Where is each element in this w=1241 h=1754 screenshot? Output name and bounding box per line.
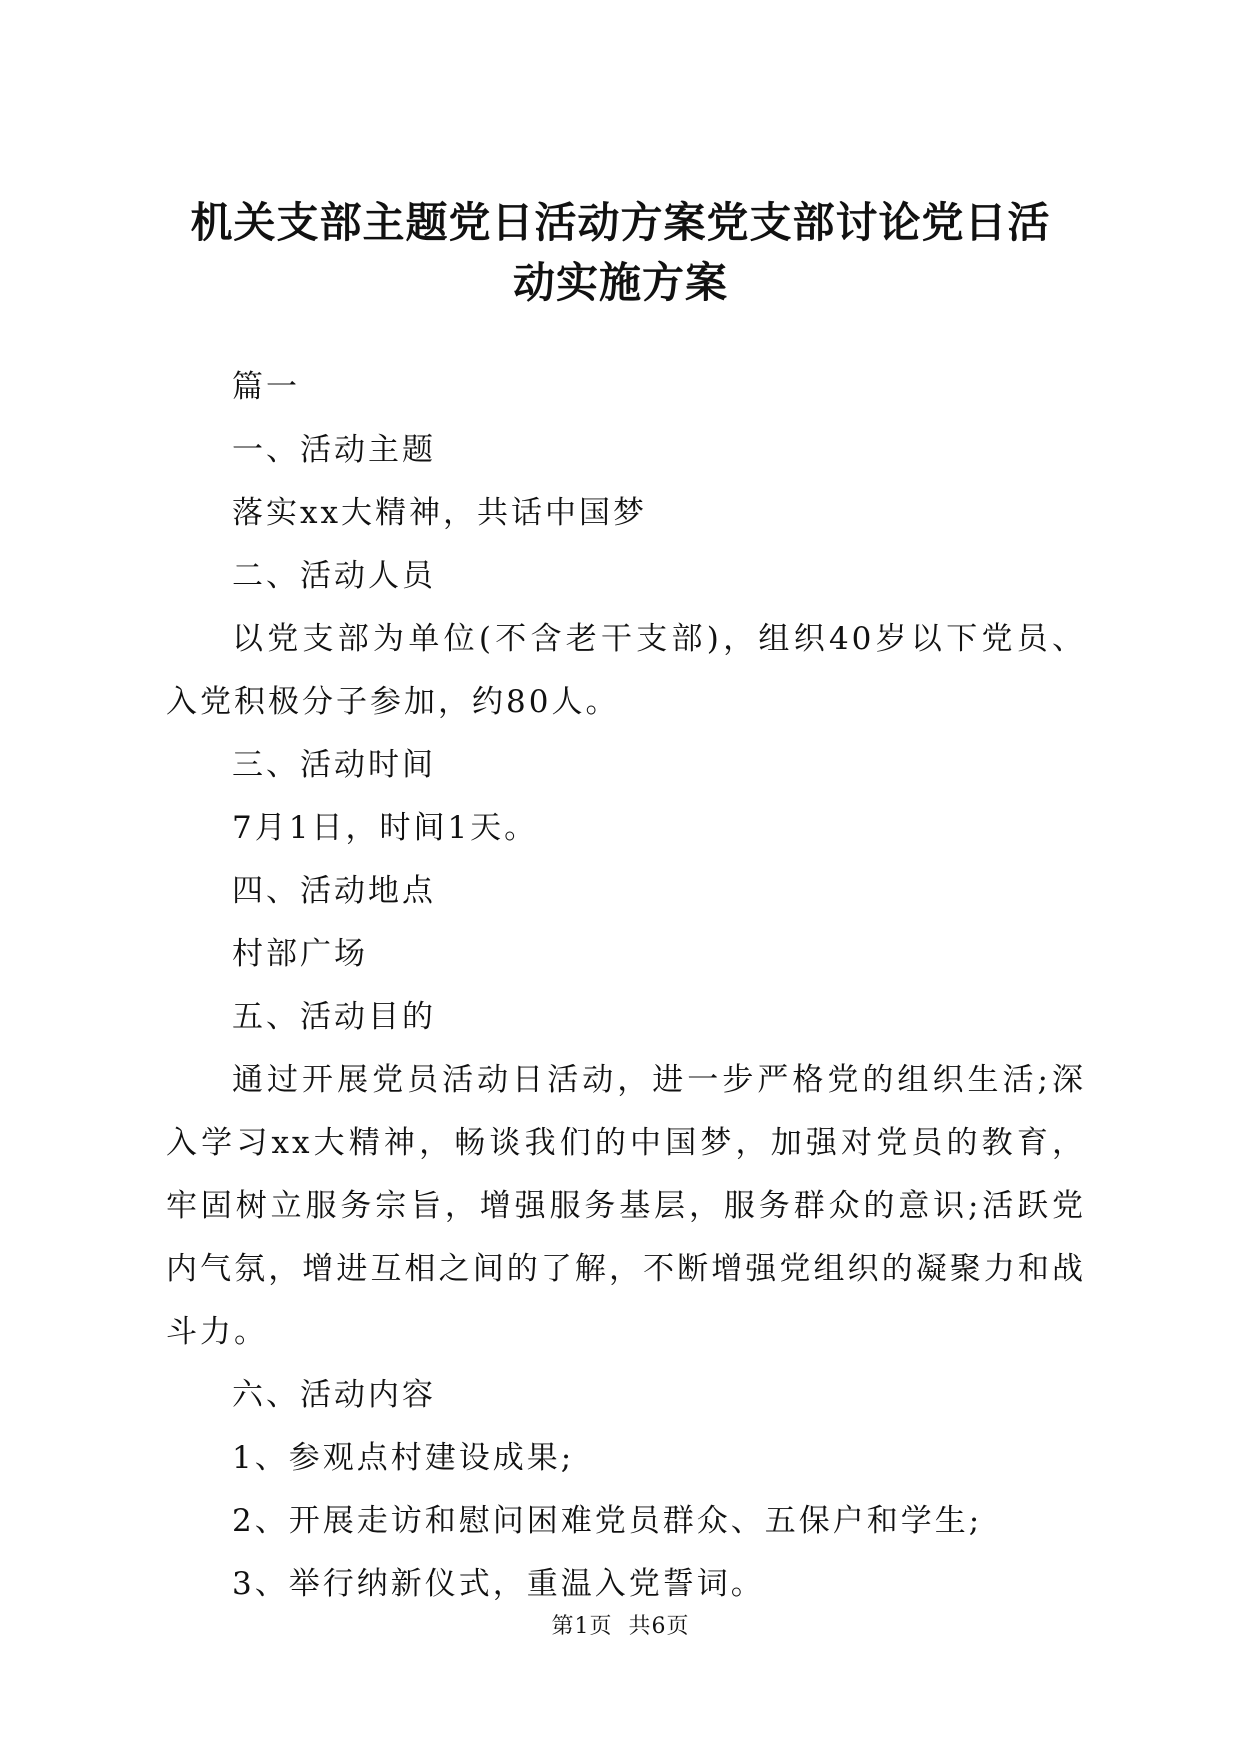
page-current-number: 1 (574, 1614, 590, 1639)
page-total-prefix: 共 (628, 1614, 652, 1639)
paragraph-location: 村部广场 (232, 936, 368, 972)
page-total-number: 6 (651, 1614, 667, 1639)
paragraph-theme: 落实xx大精神，共话中国梦 (232, 495, 647, 531)
document-title-line-1: 机关支部主题党日活动方案党支部讨论党日活 (190, 198, 1051, 247)
heading-activity-theme: 一、活动主题 (232, 432, 436, 468)
list-item-content-3: 3、举行纳新仪式，重温入党誓词。 (232, 1566, 765, 1602)
heading-activity-content: 六、活动内容 (232, 1377, 436, 1413)
list-item-content-1: 1、参观点村建设成果; (232, 1440, 575, 1476)
heading-participants: 二、活动人员 (232, 558, 436, 594)
section-label: 篇一 (232, 369, 300, 405)
page-current-suffix: 页 (589, 1614, 613, 1639)
paragraph-time: 7月1日，时间1天。 (232, 810, 539, 846)
document-body (166, 356, 1086, 1616)
page-current-prefix: 第 (551, 1614, 575, 1639)
heading-activity-time: 三、活动时间 (232, 747, 436, 783)
page-footer (0, 1612, 1241, 1642)
document-title-line-2: 动实施方案 (512, 258, 728, 307)
heading-activity-purpose: 五、活动目的 (232, 999, 436, 1035)
list-item-content-2: 2、开展走访和慰问困难党员群众、五保户和学生; (232, 1503, 983, 1539)
paragraph-participants: 以党支部为单位(不含老干支部)，组织40岁以下党员、入党积极分子参加，约80人。 (166, 621, 1086, 720)
paragraph-purpose: 通过开展党员活动日活动，进一步严格党的组织生活;深入学习xx大精神，畅谈我们的中国梦，加强对党员的教育，牢固树立服务宗旨，增强服务基层，服务群众的意识;活跃党内气氛，增进互相之间的了解，不断增强党组织的凝聚力和战斗力。 (166, 1062, 1086, 1350)
heading-activity-location: 四、活动地点 (232, 873, 436, 909)
page-total-suffix: 页 (666, 1614, 690, 1639)
